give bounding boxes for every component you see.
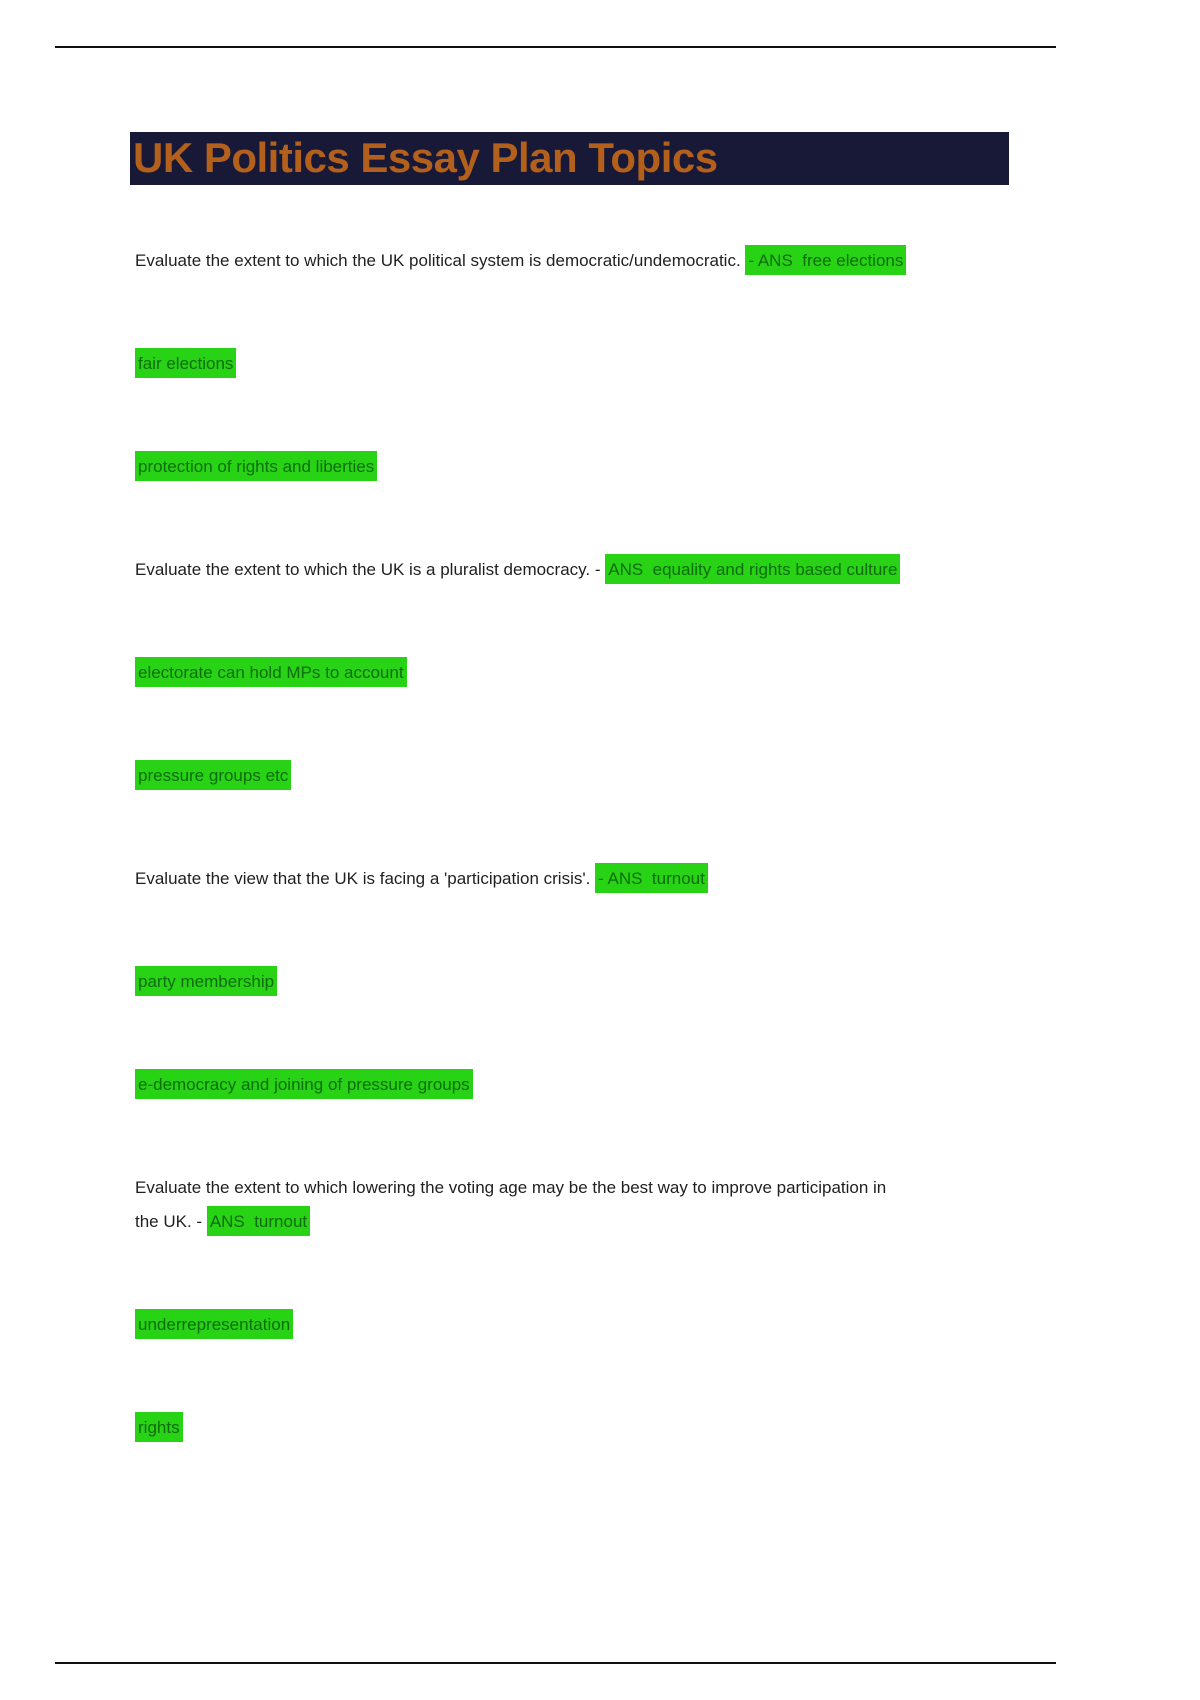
question-text-line2: the UK. - <box>135 1212 207 1231</box>
question-text: Evaluate the view that the UK is facing a 'participation crisis'. <box>135 869 596 888</box>
answer-highlight: e-democracy and joining of pressure groups <box>135 1069 473 1099</box>
answer-highlight: ANS turnout <box>207 1206 310 1236</box>
page-top-rule <box>55 46 1056 48</box>
answer-highlight: fair elections <box>135 348 236 378</box>
qa-block <box>135 862 1075 896</box>
answer-highlight: - ANS free elections <box>745 245 906 275</box>
question-text: Evaluate the extent to which the UK is a pluralist democracy. - <box>135 560 606 579</box>
answer-highlight: underrepresentation <box>135 1309 293 1339</box>
answer-block <box>135 965 1075 999</box>
answer-block <box>135 1068 1075 1102</box>
qa-block <box>135 1171 1075 1239</box>
question-text-line1: Evaluate the extent to which lowering the voting age may be the best way to improve participation in <box>135 1178 887 1197</box>
answer-highlight: ANS equality and rights based culture <box>605 554 900 584</box>
answer-block <box>135 1411 1075 1445</box>
answer-highlight: pressure groups etc <box>135 760 291 790</box>
page-bottom-rule <box>55 1662 1056 1664</box>
answer-block <box>135 1308 1075 1342</box>
document-body <box>135 244 1075 1514</box>
qa-block <box>135 553 1075 587</box>
answer-highlight: - ANS turnout <box>595 863 708 893</box>
document-title-bar <box>130 132 1009 185</box>
answer-block <box>135 656 1075 690</box>
answer-block <box>135 347 1075 381</box>
question-text: Evaluate the extent to which the UK political system is democratic/undemocratic. <box>135 251 746 270</box>
answer-block <box>135 450 1075 484</box>
answer-highlight: electorate can hold MPs to account <box>135 657 407 687</box>
answer-highlight: rights <box>135 1412 183 1442</box>
qa-block <box>135 244 1075 278</box>
answer-highlight: party membership <box>135 966 277 996</box>
document-title: UK Politics Essay Plan Topics <box>133 134 718 181</box>
answer-highlight: protection of rights and liberties <box>135 451 377 481</box>
answer-block <box>135 759 1075 793</box>
